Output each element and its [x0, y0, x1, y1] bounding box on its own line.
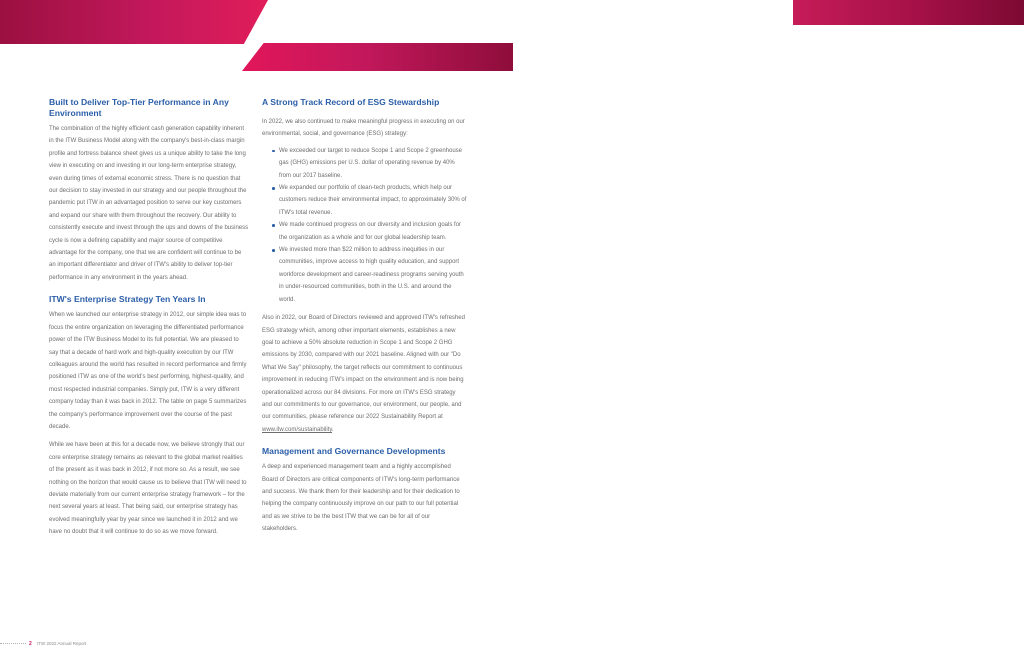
- section-heading-top-tier: Built to Deliver Top-Tier Performance in Any Environment: [49, 97, 229, 118]
- publication-title: ITW 2022 Annual Report: [37, 641, 87, 646]
- sustainability-link[interactable]: www.itw.com/sustainability: [262, 426, 332, 433]
- paragraph-enterprise-strategy-2: While we have been at this for a decade now, we believe strongly that our core enterprise strategy remains as relevant to the global market realities of the present as it was back in 2012, if not more so. As a result, we see nothing on the horizon that would cause us to believe that ITW will need to deviate materially from our current enterprise strategy framework – for the next several years at least. That being said, our enterprise strategy has evolved meaningfully year by year since we launched it in 2012 and we have no doubt that it will continue to do so as we move forward.: [49, 442, 247, 536]
- period: .: [331, 426, 334, 433]
- footer-dotted-rule: [0, 643, 26, 644]
- decorative-band-middle: [242, 43, 513, 71]
- page-number: 2: [29, 641, 32, 647]
- paragraph-esg-strategy-text: Also in 2022, our Board of Directors reviewed and approved ITW's refreshed ESG strategy which, among other important elements, establishes a new goal to achieve a 50% absolute reduction in Scope 1 and Scope 2 GHG emissions by 2030, compared with our 2021 baseline. Aligned with our "Do What We Say" philosophy, the target reflects our commitment to continuous improvement in reducing ITW's impact on the environment and is now being operationalized across our 84 divisions. For more on ITW's ESG strategy and our commitments to our governance, our environment, our people, and our communities, please reference our 2022 Sustainability Report at: [262, 315, 465, 421]
- list-item: We invested more than $22 million to address inequities in our communities, improve access to high quality education, and support workforce development and career-readiness programs serving youth in under-resourced communities, both in the U.S. and around the world.: [262, 244, 467, 306]
- decorative-band-top-left: [0, 0, 268, 44]
- section-heading-management: Management and Governance Developments: [262, 446, 446, 457]
- paragraph-enterprise-strategy-1: When we launched our enterprise strategy in 2012, our simple idea was to focus the entire organization on leveraging the differentiated performance power of the ITW Business Model to its full potential. We are pleased to say that a decade of hard work and high-quality execution by our ITW colleagues around the world has resulted in record performance and firmly positioned ITW as one of the world's best performing, highest-quality, and most respected industrial companies. Simply put, ITW is a very different company today than it was back in 2012. The table on page 5 summarizes the company's performance improvement over the course of the past decade.: [49, 312, 247, 430]
- paragraph-esg-intro: In 2022, we also continued to make meaningful progress in executing on our environmental, social, and governance (ESG) strategy:: [262, 119, 465, 138]
- section-heading-esg: A Strong Track Record of ESG Stewardship: [262, 97, 440, 107]
- page-footer: [0, 638, 300, 650]
- list-item: We made continued progress on our diversity and inclusion goals for the organization as a whole and for our global leadership team.: [262, 219, 467, 244]
- list-item: We expanded our portfolio of clean-tech products, which help our customers reduce their environmental impact, to approximately 30% of ITW's total revenue.: [262, 182, 467, 219]
- list-item: We exceeded our target to reduce Scope 1 and Scope 2 greenhouse gas (GHG) emissions per U.S. dollar of operating revenue by 40% from our 2017 baseline.: [262, 145, 467, 182]
- paragraph-esg-strategy: [262, 312, 467, 436]
- paragraph-top-tier: The combination of the highly efficient cash generation capability inherent in the ITW Business Model along with the company's best-in-class margin profile and fortress balance sheet gives us a unique ability to take the long view in executing on and investing in our long-term enterprise strategy, even during times of external economic stress. There is no question that our decision to stay invested in our strategy and our people throughout the pandemic put ITW in an advantaged position to serve our key customers and expand our share with them throughout the recovery. Our ability to consistently execute and invest through the ups and downs of the business cycle is now a defining capability and major source of competitive advantage for the company, one that we are confident will continue to be an important differentiator and driver of ITW's ability to deliver top-tier performance in any environment in the years ahead.: [49, 126, 249, 281]
- section-heading-enterprise-strategy: ITW's Enterprise Strategy Ten Years In: [49, 294, 206, 305]
- esg-bullet-list: [262, 145, 467, 306]
- left-column: [49, 97, 249, 539]
- decorative-band-top-right: [793, 0, 1024, 25]
- right-column: [262, 97, 467, 536]
- paragraph-management: A deep and experienced management team and a highly accomplished Board of Directors are critical components of ITW's long-term performance and success. We thank them for their leadership and for their dedication to helping the company continuously improve on our path to our full potential and as we strive to be the best ITW that we can be for all of our stakeholders.: [262, 464, 460, 533]
